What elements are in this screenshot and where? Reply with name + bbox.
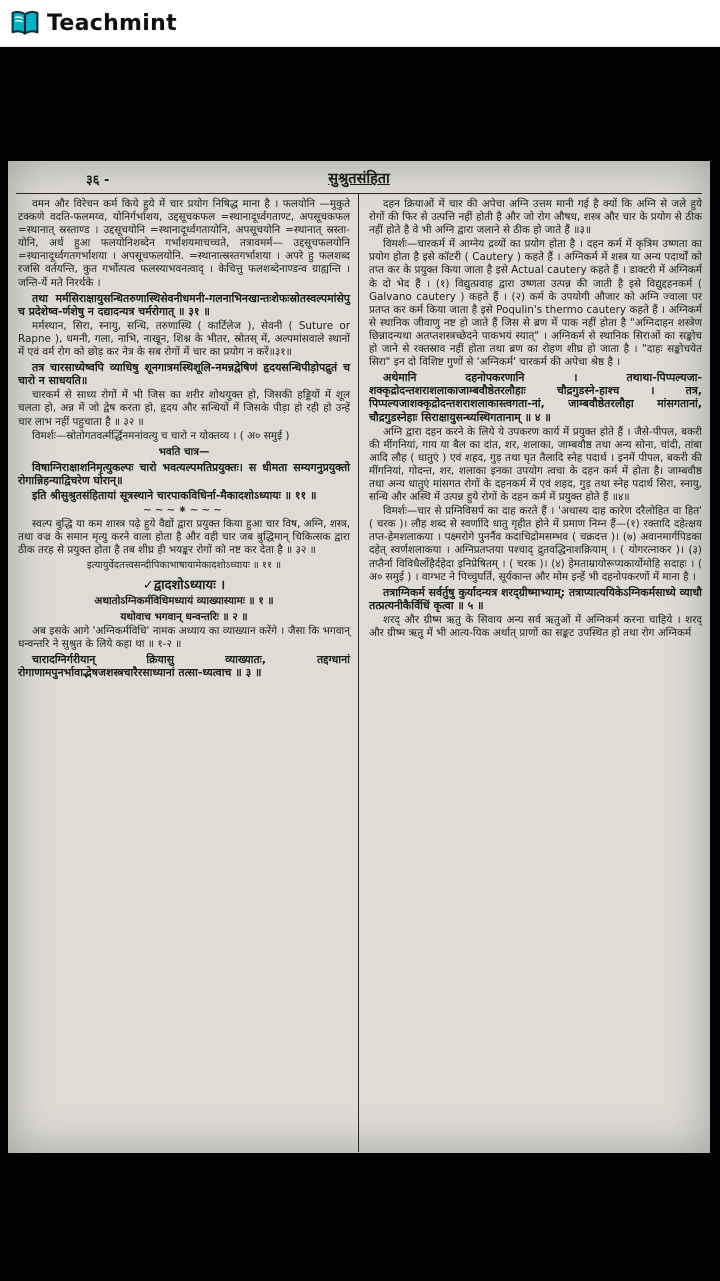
text-block: मर्मस्थान, सिरा, स्नायु, सन्धि, तरुणास्थि ( कार्टिलेज ), सेवनी ( Suture or Rapne ), धमनी, गला, नाभि, नाखून, शिश्न के भीतर, स्रोतस् में, अल्पमांसवाले स्थानों में एवं वर्म रोग को छोड़ कर नेत्र के सब रोगों में चार का प्रयोग न करें॥३१॥ (18, 319, 350, 359)
right-column (359, 194, 710, 1152)
sanskrit-verse: तत्राग्निकर्म सर्वर्तुषु कुर्यादन्यत्र शरद्ग्रीष्माभ्याम्; तत्राप्यात्ययिकेऽग्निकर्मसाध्ये व्याधौ तत्प्रत्यनीकैर्विधिं कृत्वा ॥ ५ ॥ (369, 585, 702, 612)
sanskrit-verse: विषाग्निराक्षाशनिमृत्युकल्पः चारो भवत्यल्पमतिप्रयुक्तः। स धीमता सम्यगनुप्रयुक्तो रोगान्निहन्याद्विचरेण घोरान्॥ (18, 460, 350, 487)
text-block: यथोवाच भगवान् धन्वन्तरिः ॥ २ ॥ (120, 610, 248, 623)
sanskrit-verse: तथा मर्मसिराक्षायुसन्धितरुणास्थिसेवनीधमनी-गलनाभिनखान्तःशेफःस्रोतस्वल्पमांसेपु च प्रदेशेष्व-र्णशेषु न दद्यादन्यत्र चर्मरोगात् ॥ ३१ ॥ (18, 291, 350, 318)
ornament-divider: ∼∼∼⁕∼∼∼ (143, 504, 225, 517)
left-column (8, 194, 359, 1152)
text-block: विमर्शः—स्रोतोगतवर्त्मर्द्धिनमनांवत्यु च चारो न योक्तव्य । ( अ० समुई ) (32, 429, 290, 442)
text-block: अब इसके आगे 'अग्निकर्मविधि' नामक अध्याय का व्याख्यान करेंगे । जैसा कि भगवान् धन्वन्तरि ने सुश्रुत के लिये कहा था ॥ १-२ ॥ (18, 624, 350, 650)
text-block: विमर्शः—चार से प्रग्निविसर्प का दाह करते हैं । 'अथास्य दाह कारेण दरैलोहित वा हित' ( चरक )। लौह शब्द से स्वर्णादि धातु गृहीत होने में प्रमाण निम्न हैं—(१) रक्तादि दहेत्क्षय तप्त-हेमशलाकया । पक्ष्मरोगे पुनर्नैव कदाचिद्रोमसम्भव ( चक्रदत्त )। (७) अवानमार्गपिडका दहेत् स्वर्णशलाकया । अग्निप्रतप्तया पश्चाद् द्रुतवद्धिनाशक्रियाम् । ( योगरत्नाकर )। (३) तप्तैर्ना विविधैर्लोहैर्दहेदा इनिप्रेषितम् । ( चरक )। (४) हेमताम्रायोरूप्यकार्योमोहि सदाहः । ( अ० समुई ) । वाग्भट ने पिच्चुघर्ति, सूर्यकान्त और मोम इन्हें भी दहनोपकरणों में माना है । (369, 505, 702, 583)
text-block: विमर्शः—चारकर्म में आग्नेय द्रव्यों का प्रयोग होता है । दहन कर्म में कृत्रिम उष्णता का प्रयोग होता है इसे कॉटरी ( Cautery ) कहते हैं । अग्निकर्म में शस्त्र या अन्य पदार्थों को तप्त कर के प्रयुक्त किया जाता है इसे Actual cautery कहते हैं । डाक्टरी में अग्निकर्म के दो भेद हैं । (१) विद्युत्प्रवाह द्वारा उष्णता उत्पन्न की जाती है इसे विद्युद्दहनकर्म ( Galvano cautery ) कहते हैं । (२) कर्म के उपयोगी औजार को अग्नि ज्वाला पर प्रतप्त कर कर्म किया जाता है इसे Poqulin's thermo cautery कहते हैं । अग्निकर्म से स्थानिक जीवाणु नष्ट हो जाते हैं जिस से ब्रण में पाक नहीं होता है "अग्निदाहन शस्त्रेण छिन्नादन्यथा अतप्तशस्त्रच्छेदने पाकभयं स्यात्" । अग्निकर्म से स्थानिक सिराओं का सङ्कोच हो जाने से रक्तस्राव नहीं होता तथा ब्रण का रोहण शीघ्र हो जाता है । "दाहः सङ्कोचयेत सिरा" इन दो विशिष्ट गुणों से 'अग्निकर्म' चारकर्म की अपेचा श्रेष्ठ है । (369, 238, 702, 369)
brand-name: Teachmint (47, 10, 177, 36)
page-number: ३६ - (86, 173, 110, 188)
text-block: वमन और विरेचन कर्म किये हुये में चार प्रयोग निषिद्ध माना है । फलयोनि —मुकुते टक्कणे वदति-फलमय्व, योनिर्गर्भाशय, उद्दसूचकफल =स्थानादूर्ध्वगताण्ट, अपसूचकफल =स्थानात् स्रस्ताण्ड । उद्दसूचयोनि =स्थानादूर्ध्वगतायोनि, अपसूचयोनि =स्थानात् स्रस्ता-योनि, अर्थ हुआ फलयोनिशब्देन गर्भाशयमाचच्चते, तत्रावमर्म— उद्दसूचफलयोनि =स्थानादूर्ध्वगतगर्भाशया । अपसूचफलयोनि. =स्थानात्स्रस्तगर्भाशया । अपरे हु फलशब्द रजसि वर्तयन्ति, कुत गर्भोत्पत्व फलस्याभवनत्वाद् । केचित्तु फलशब्देनाण्डन्व ग्राह्यन्ति । जन्ति-र्ये मते निरर्थके । (18, 198, 350, 289)
text-block: अग्नि द्वारा दहन करने के लिये ये उपकरण कार्य में प्रयुक्त होते हैं । जैसे-पीपल, बकरी की मींगनियां, गाय या बैल का दांत, शर, शलाका, जाम्बवौष्ठ तथा अन्य सोना, चांदी, तांबा आदि लौह ( धातुएं ) एवं शहद, गुड़ तथा घृत तैलादि स्नेह पदार्थ । इनमें पीपल, बकरी की मींगनियां, गोदन्त, शर, शलाका इनका उपयोग त्वचा के दहन कर्म में होता है। जाम्बवौष्ठ तथा अन्य धातुएं मांसगत रोगों के दहनकर्म में एवं शहद, गुड़ तथा स्नेह पदार्थ सिरा, स्नायु, सन्धि और अस्थि में उत्पन्न हुये रोगों के दहन कर्म में प्रयुक्त होते हैं ॥४॥ (369, 425, 702, 504)
scanned-document-page[interactable] (8, 161, 710, 1153)
page-header (16, 167, 702, 194)
sanskrit-verse: इति श्रीसुश्रुतसंहितायां सूत्रस्थाने चारपाकविधिर्ना-मैकादशोऽध्यायः ॥ ११ ॥ (32, 488, 317, 502)
text-block: स्वल्प बुद्धि या कम शास्त्र पढ़े हुये वैद्यों द्वारा प्रयुक्त किया हुआ चार विष, अग्नि, शस्त्र, तथा वज्र के समान मृत्यु करने वाला होता है और वही चार जब बुद्धिमान् चिकित्सक द्वारा ठीक तरह से प्रयुक्त होता है तब शीघ्र ही भयङ्कर रोगों को नष्ट कर देता है ॥ ३२ ॥ (18, 518, 350, 557)
text-block: इत्यायुर्वेदतत्त्वसन्दीपिकाभाषायामेकादशोऽध्यायः ॥ ११ ॥ (86, 560, 282, 572)
sanskrit-verse: तत्र चारसाध्येष्वपि व्याधिषु शूनगात्रमस्थिशूलि-नमन्नद्वेषिणं हृदयसन्धिपीड़ोपद्रुतं च चारो न साधयति॥ (18, 361, 350, 388)
text-block: शरद् और ग्रीष्म ऋतु के सिवाय अन्य सर्व ऋतुओं में अग्निकर्म करना चाहिये । शरद् और ग्रीष्म ऋतु में भी आत्य-यिक अर्थात् प्राणों का सङ्कट उपस्थित हो तथा रोग अग्निकर्म (369, 613, 702, 639)
two-column-text (8, 194, 710, 1152)
teachmint-book-icon (10, 8, 40, 38)
sanskrit-verse: चारादग्निर्गरीयान् क्रियासु व्याख्यातः, तद्दग्धानां रोगाणामपुनर्भावाद्भेषजशस्त्रचारैरसाध्यानां तत्सा-ध्यत्वाच ॥ ३ ॥ (18, 653, 350, 680)
sanskrit-verse: अथेमानि दहनोपकरणानि । तथाथा-पिप्पल्यजा-शक्कृद्रोदन्तशराशलाकाजाम्बवौष्ठेतरलौहाः चौद्रगुडस्ने-हाश्च । तत्र, पिप्पल्यजाशक्कृद्रोदन्तशराशलाकास्त्वगता-नां, जाम्बवौष्ठेतरलौहा मांसगतानां, चौद्रगुडस्नेहाः सिराक्षायुसन्ध्यस्थिगतानाम् ॥ ४ ॥ (369, 371, 702, 424)
app-header (0, 0, 720, 47)
text-block: अथातोऽग्निकर्मविधिमध्यायं व्याख्यास्यामः ॥ १ ॥ (94, 594, 274, 607)
chapter-heading: ✓द्वादशोऽध्यायः । (142, 577, 226, 593)
viewer-background (0, 47, 720, 1281)
text-block: चारकर्म से साध्य रोगों में भी जिस का शरीर शोथयुक्त हो, जिसकी हड्डियों में शूल चलता हो, अन्न में जो द्वेष करता हो, हृदय और सन्धियों में जिसके पीड़ा हो रही हो उन्हें चार लाभ नहीं पहुचाता है ॥ ३२ ॥ (18, 389, 350, 428)
page-title: सुश्रुतसंहिता (328, 171, 390, 187)
text-block: भवति चात्र— (158, 445, 210, 458)
text-block: दहन क्रियाओं में चार की अपेचा अग्नि उत्तम मानी गई है क्यों कि अग्नि से जले हुये रोगों की फिर से उत्पत्ति नहीं होती है और जो रोग औषध, शस्त्र और चार के प्रयोग से ठीक नहीं होते है वे भी अग्नि द्वारा जलाने से ठीक हो जाते हैं ॥३॥ (369, 198, 702, 237)
